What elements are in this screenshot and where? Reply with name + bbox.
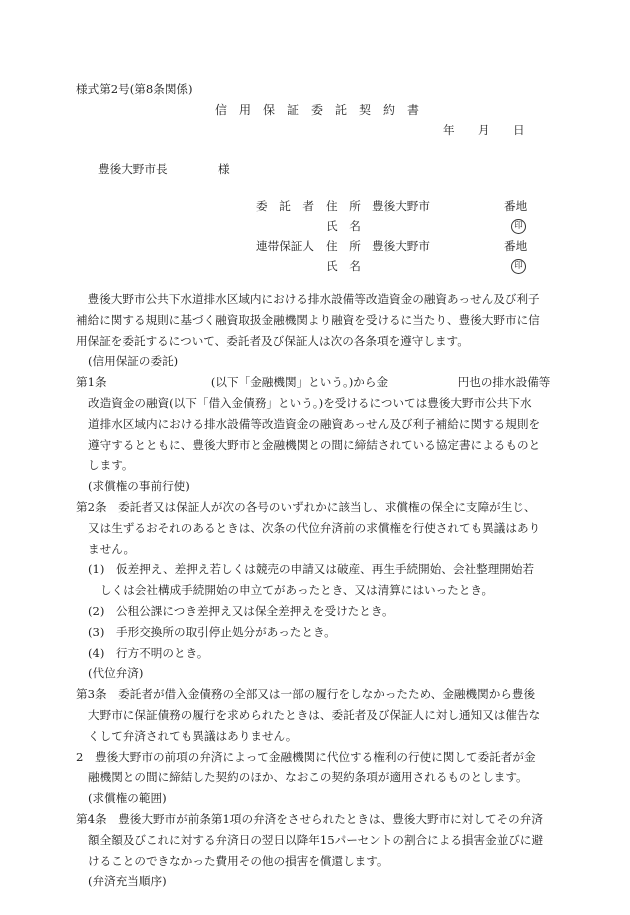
document-title: 信 用 保 証 委 託 契 約 書 xyxy=(215,103,420,117)
body-line: 第3条 委託者が借入金債務の全部又は一部の履行をしなかったため、金融機関から豊後 xyxy=(76,687,536,702)
form-number: 様式第2号(第8条関係) xyxy=(76,82,193,96)
body-line: (弁済充当順序) xyxy=(88,874,167,889)
date-month: 月 xyxy=(478,123,490,137)
entruster-label: 委 託 者 xyxy=(256,199,314,213)
guarantor-label: 連帯保証人 xyxy=(256,239,314,253)
guarantor-name-label: 氏 名 xyxy=(326,259,361,273)
body-line: (1) 仮差押え、差押え若しくは競売の申請又は破産、再生手続開始、会社整理開始若 xyxy=(88,562,535,577)
guarantor-address-suffix: 番地 xyxy=(504,239,528,253)
body-line: ません。 xyxy=(88,541,136,556)
body-line: (求償権の範囲) xyxy=(88,791,167,806)
body-line: 道排水区域内における排水設備等改造資金の融資あっせん及び利子補給に関する規則を xyxy=(88,416,541,431)
body-line: 大野市に保証債務の履行を求められたときは、委託者及び保証人に対し通知又は催告な xyxy=(88,708,541,722)
body-line: 遵守するとともに、豊後大野市と金融機関との間に締結されている協定書によるものと xyxy=(88,437,541,452)
body-line: 第2条 委託者又は保証人が次の各号のいずれかに該当し、求償権の保全に支障が生じ、 xyxy=(76,500,536,514)
body-line: 額全額及びこれに対する弁済日の翌日以降年15パーセントの割合による損害金並びに避 xyxy=(88,832,544,847)
body-line: (4) 行方不明のとき。 xyxy=(88,645,209,660)
guarantor-seal: 印 xyxy=(511,259,526,274)
date-year: 年 xyxy=(443,123,455,137)
body-line: 第4条 豊後大野市が前条第1項の弁済をさせられたときは、豊後大野市に対してその弁済 xyxy=(76,812,543,826)
entruster-address-suffix: 番地 xyxy=(504,199,528,213)
body-line: 改造資金の融資(以下「借入金債務」という。)を受けるについては豊後大野市公共下水 xyxy=(88,396,532,410)
body-line: けることのできなかった費用その他の損害を償還します。 xyxy=(88,853,389,868)
date-day: 日 xyxy=(513,123,525,137)
body-line: 2 豊後大野市の前項の弁済によって金融機関に代位する権利の行使に関して委託者が金 xyxy=(76,749,536,764)
addressee-suffix: 様 xyxy=(218,162,230,176)
body-line: 第1条 (以下「金融機関」という。)から金 円也の排水設備等 xyxy=(76,375,551,390)
entruster-address-label: 住 所 xyxy=(326,199,361,213)
guarantor-address-prefix: 豊後大野市 xyxy=(372,239,430,253)
entruster-seal: 印 xyxy=(511,219,526,234)
body-line: 豊後大野市公共下水道排水区域内における排水設備等改造資金の融資あっせん及び利子 xyxy=(76,292,540,306)
body-line: しくは会社構成手続開始の申立てがあったとき、又は清算にはいったとき。 xyxy=(100,583,494,598)
body-line: くして弁済されても異議はありません。 xyxy=(88,728,298,743)
entruster-name-label: 氏 名 xyxy=(326,219,361,233)
body-line: (信用保証の委託) xyxy=(88,354,179,369)
body-line: (2) 公租公課につき差押え又は保全差押えを受けたとき。 xyxy=(88,604,394,618)
entruster-address-prefix: 豊後大野市 xyxy=(372,199,430,213)
guarantor-address-label: 住 所 xyxy=(326,239,361,253)
body-line: (代位弁済) xyxy=(88,666,144,681)
body-line: します。 xyxy=(88,458,134,473)
body-line: 融機関との間に締結した契約のほか、なおこの契約条項が適用されるものとします。 xyxy=(88,770,528,785)
body-line: 又は生ずるおそれのあるときは、次条の代位弁済前の求償権を行使されても異議はあり xyxy=(88,520,541,535)
body-line: 用保証を委託するについて、委託者及び保証人は次の各条項を遵守します。 xyxy=(76,333,469,348)
body-line: (3) 手形交換所の取引停止処分があったとき。 xyxy=(88,624,336,639)
body-line: 補給に関する規則に基づく融資取扱金融機関より融資を受けるに当たり、豊後大野市に信 xyxy=(76,312,540,327)
body-line: (求償権の事前行使) xyxy=(88,479,190,494)
addressee: 豊後大野市長 xyxy=(98,162,168,176)
